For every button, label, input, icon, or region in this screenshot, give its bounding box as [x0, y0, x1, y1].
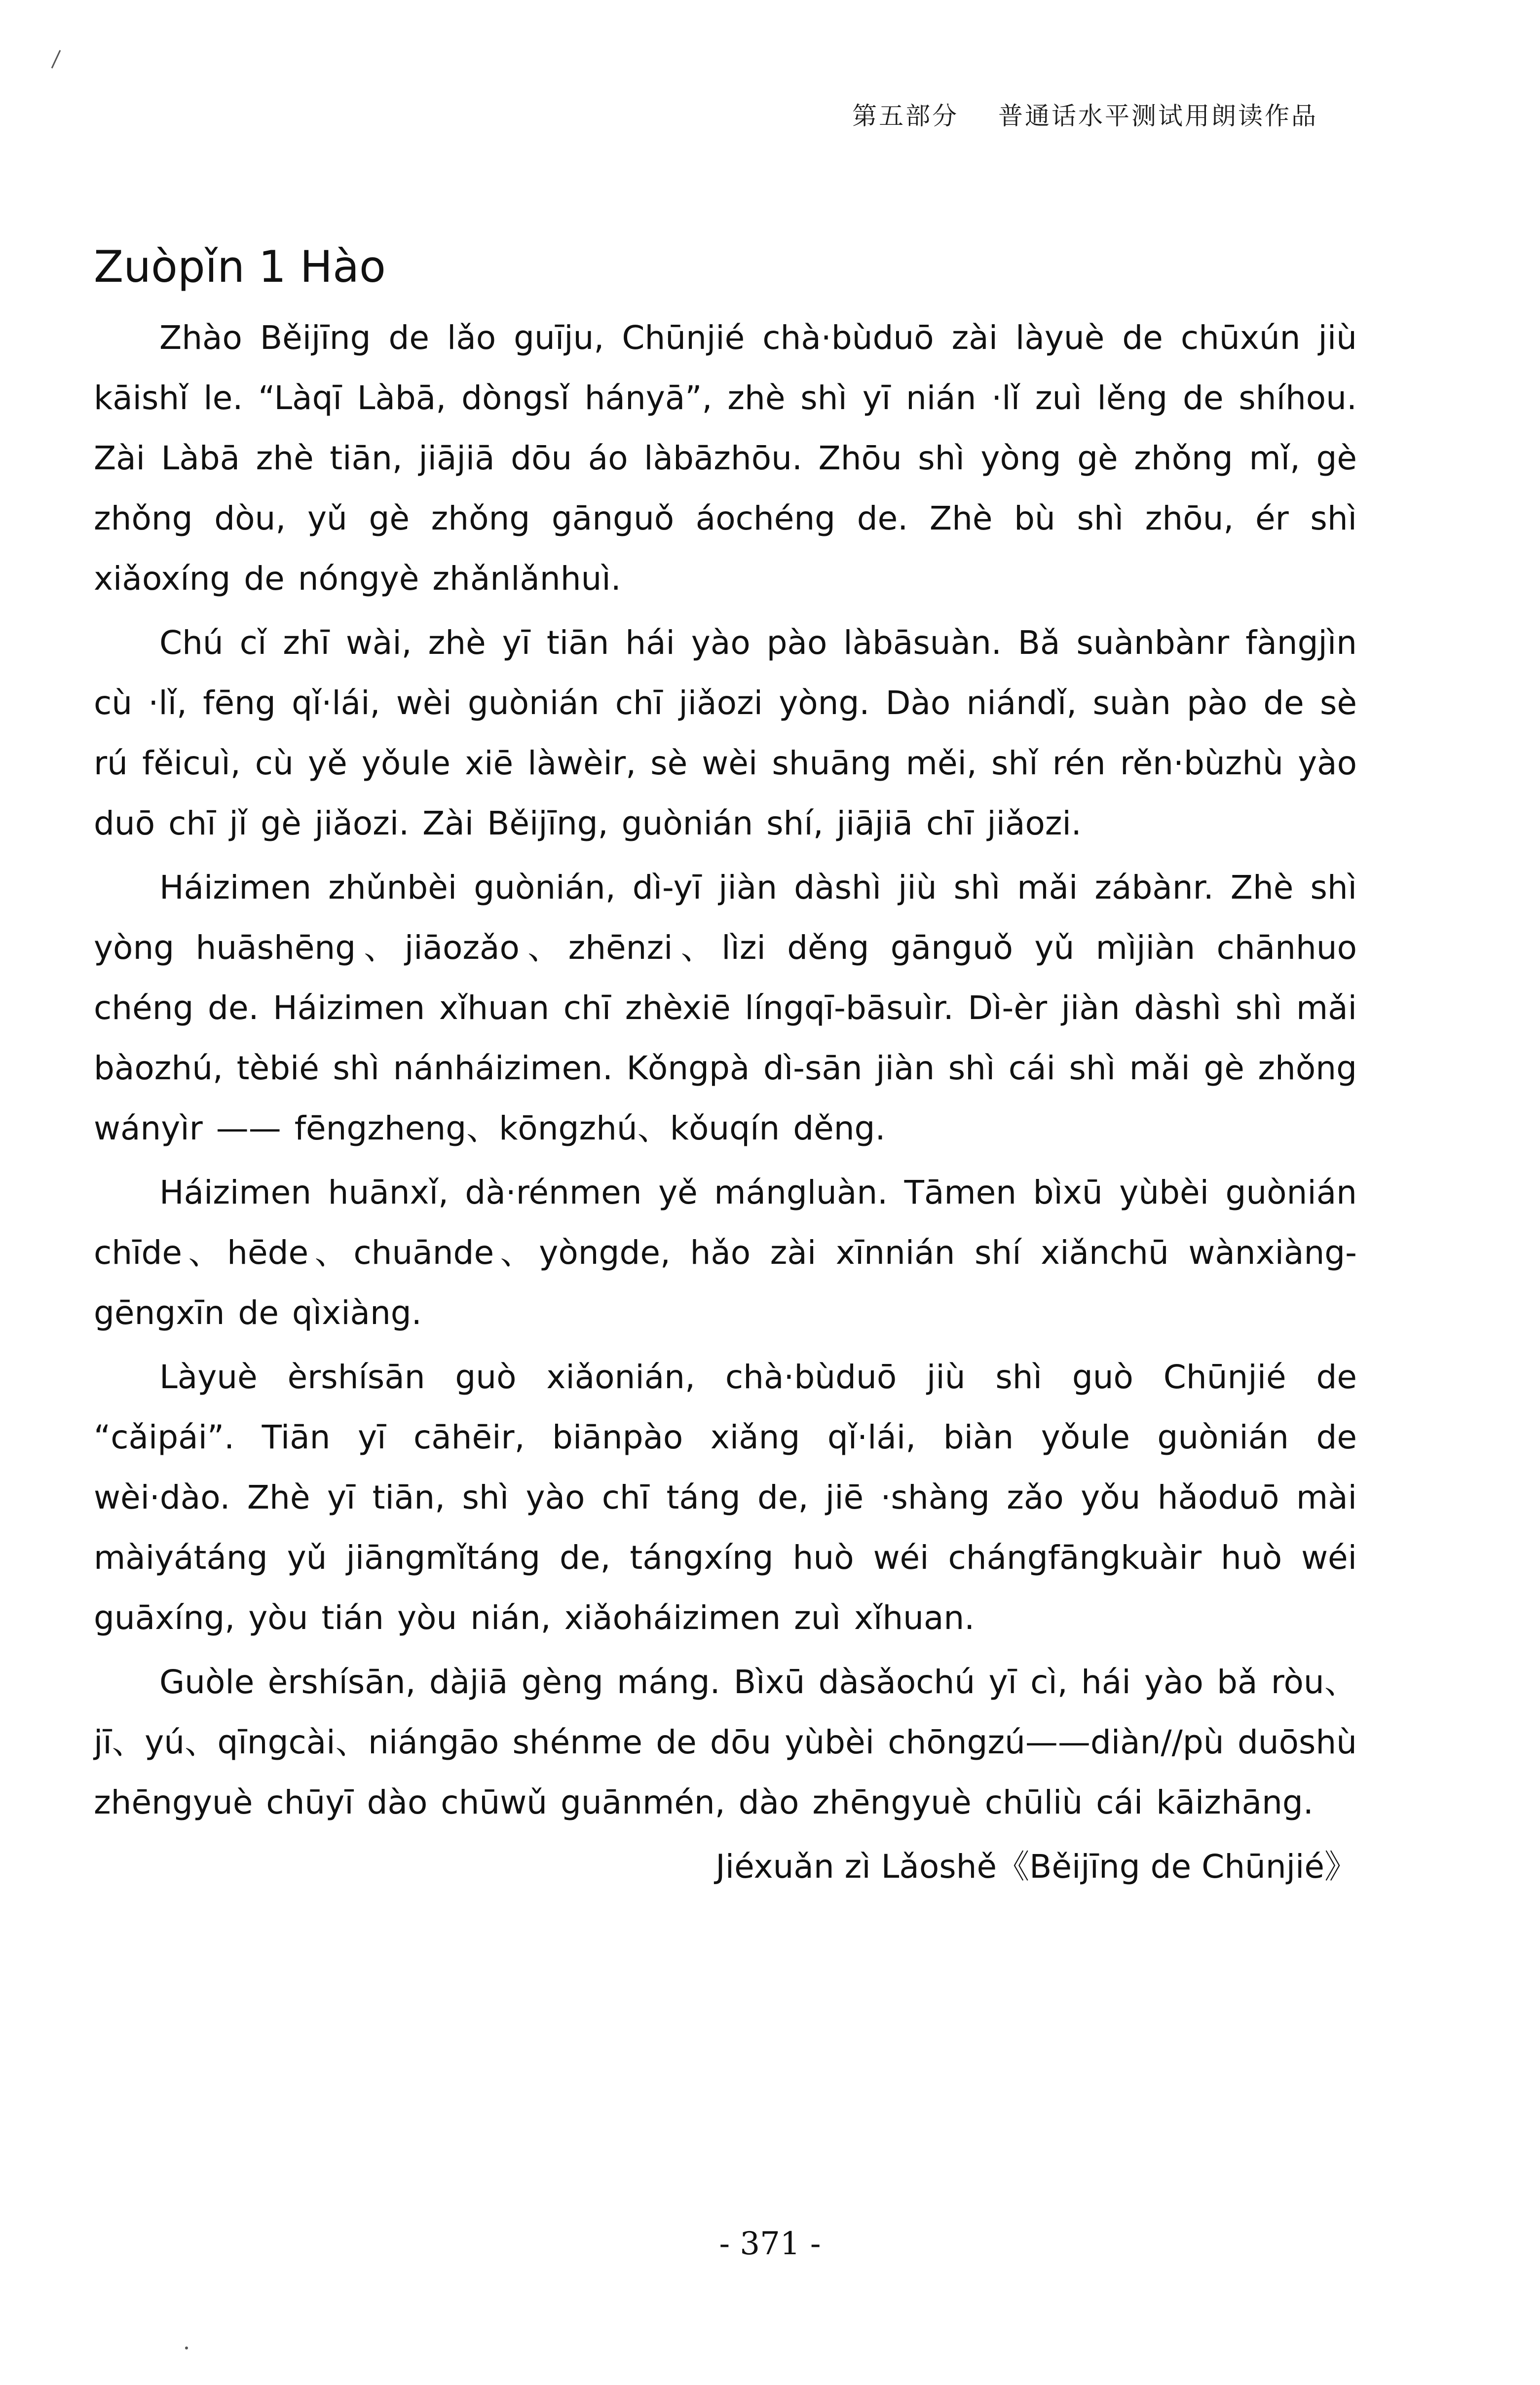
article — [94, 241, 1357, 1897]
header-book-title: 普通话水平测试用朗读作品 — [998, 102, 1318, 130]
paragraph: Làyuè èrshísān guò xiǎonián, chà·bùduō jiù shì guò Chūnjié de “cǎipái”. Tiān yī cāhēir, biānpào xiǎng qǐ·lái, biàn yǒule guònián de wèi·dào. Zhè yī tiān, shì yào chī táng de, jiē ·shàng zǎo yǒu hǎoduō mài màiyátáng yǔ jiāngmǐtáng de, tángxíng huò wéi chángfāngkuàir huò wéi guāxíng, yòu tián yòu nián, xiǎoháizimen zuì xǐhuan. — [94, 1358, 1357, 1637]
header-section: 第五部分 — [852, 102, 959, 130]
paragraph: Chú cǐ zhī wài, zhè yī tiān hái yào pào làbāsuàn. Bǎ suànbànr fàngjìn cù ·lǐ, fēng qǐ·lái, wèi guònián chī jiǎozi yòng. Dào niándǐ, suàn pào de sè rú fěicuì, cù yě yǒule xiē làwèir, sè wèi shuāng měi, shǐ rén rěn·bùzhù yào duō chī jǐ gè jiǎozi. Zài Běijīng, guònián shí, jiājiā chī jiǎozi. — [94, 623, 1357, 842]
paragraph: Háizimen huānxǐ, dà·rénmen yě mángluàn. Tāmen bìxū yùbèi guònián chīde、hēde、chuānde、yòngde, hǎo zài xīnnián shí xiǎnchū wànxiàng-gēngxīn de qìxiàng. — [94, 1173, 1357, 1332]
paragraph: Guòle èrshísān, dàjiā gèng máng. Bìxū dàsǎochú yī cì, hái yào bǎ ròu、jī、yú、qīngcài、niángāo shénme de dōu yùbèi chōngzú——diàn//pù duōshù zhēngyuè chūyī dào chūwǔ guānmén, dào zhēngyuè chūliù cái kāizhāng. — [94, 1663, 1357, 1821]
scan-speck — [185, 2347, 188, 2349]
paragraph: Háizimen zhǔnbèi guònián, dì-yī jiàn dàshì jiù shì mǎi zábànr. Zhè shì yòng huāshēng、jiāozǎo、zhēnzi、lìzi děng gānguǒ yǔ mìjiàn chānhuo chéng de. Háizimen xǐhuan chī zhèxiē língqī-bāsuìr. Dì-èr jiàn dàshì shì mǎi bàozhú, tèbié shì nánháizimen. Kǒngpà dì-sān jiàn shì cái shì mǎi gè zhǒng wányìr —— fēngzheng、kōngzhú、kǒuqín děng. — [94, 868, 1357, 1147]
scan-speck — [51, 50, 61, 69]
article-title: Zuòpǐn 1 Hào — [94, 241, 386, 292]
paragraph: Zhào Běijīng de lǎo guīju, Chūnjié chà·bùduō zài làyuè de chūxún jiù kāishǐ le. “Làqī Làbā, dòngsǐ hányā”, zhè shì yī nián ·lǐ zuì lěng de shíhou. Zài Làbā zhè tiān, jiājiā dōu áo làbāzhōu. Zhōu shì yòng gè zhǒng mǐ, gè zhǒng dòu, yǔ gè zhǒng gānguǒ áochéng de. Zhè bù shì zhōu, ér shì xiǎoxíng de nóngyè zhǎnlǎnhuì. — [94, 318, 1357, 598]
page-number: - 371 - — [719, 2226, 821, 2262]
source-attribution: Jiéxuǎn zì Lǎoshě《Běijīng de Chūnjié》 — [715, 1847, 1357, 1886]
running-header — [852, 96, 1318, 132]
